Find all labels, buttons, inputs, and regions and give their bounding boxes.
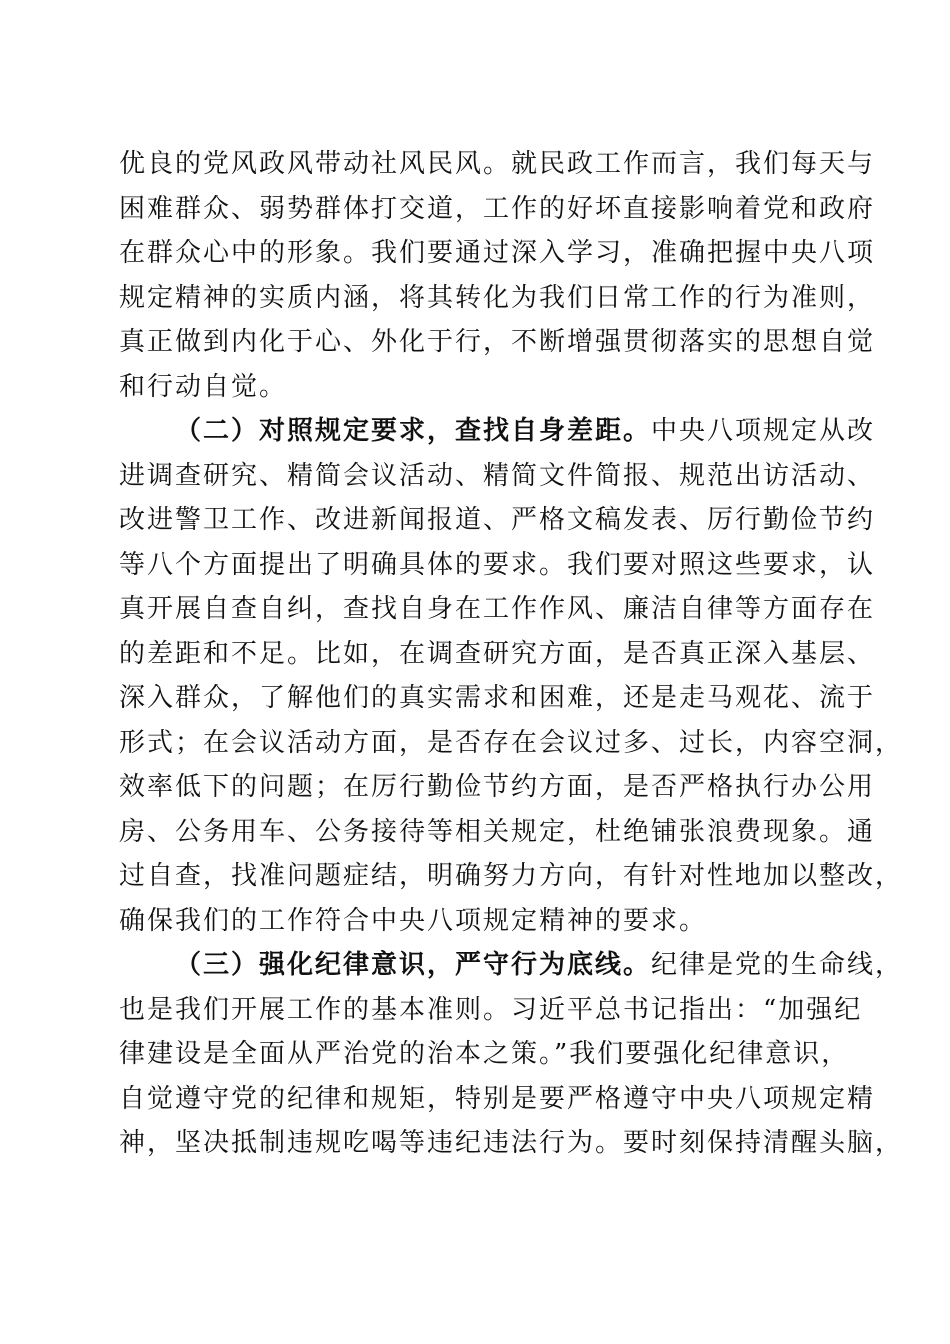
body-line: 效率低下的问题；在厉行勤俭节约方面，是否严格执行办公用 [119,772,876,802]
body-line: 优良的党风政风带动社风民风。就民政工作而言，我们每天与 [119,149,876,179]
body-line: 困难群众、弱势群体打交道，工作的好坏直接影响着党和政府 [119,193,876,224]
body-line: 和行动自觉。 [119,371,288,402]
paragraph-first-line [119,943,904,988]
section-heading: （三）强化纪律意识，严守行为底线。 [175,950,652,980]
body-line: 自觉遵守党的纪律和规矩，特别是要严格遵守中央八项规定精 [119,1083,876,1114]
body-line: 真正做到内化于心、外化于行，不断增强贯彻落实的思想自觉 [119,327,876,357]
body-line: 真开展自查自纠，查找自身在工作作风、廉洁自律等方面存在 [119,594,876,624]
paragraph-first-line [119,409,876,454]
body-line: 确保我们的工作符合中央八项规定精神的要求。 [119,905,708,936]
document-body [119,142,904,1166]
body-line: 房、公务用车、公务接待等相关规定，杜绝铺张浪费现象。通 [119,816,876,847]
body-line: 神，坚决抵制违规吃喝等违纪违法行为。要时刻保持清醒头脑， [119,1128,904,1158]
body-line: 深入群众，了解他们的真实需求和困难，还是走马观花、流于 [119,683,876,713]
body-line: 过自查，找准问题症结，明确努力方向，有针对性地加以整改， [119,861,904,891]
body-line: 律建设是全面从严治党的治本之策。”我们要强化纪律意识， [119,1039,850,1069]
section-heading: （二）对照规定要求，查找自身差距。 [175,416,652,446]
body-line: 改进警卫工作、改进新闻报道、严格文稿发表、厉行勤俭节约 [119,505,876,535]
body-line: 的差距和不足。比如，在调查研究方面，是否真正深入基层、 [119,638,876,669]
body-text: 纪律是党的生命线， [651,950,904,980]
body-line: 等八个方面提出了明确具体的要求。我们要对照这些要求，认 [119,549,876,580]
body-line: 规定精神的实质内涵，将其转化为我们日常工作的行为准则， [119,282,876,313]
body-line: 进调查研究、精简会议活动、精简文件简报、规范出访活动、 [119,460,876,491]
body-text: 中央八项规定从改 [651,416,876,446]
body-line: 也是我们开展工作的基本准则。习近平总书记指出：“加强纪 [119,994,863,1025]
body-line: 形式；在会议活动方面，是否存在会议过多、过长，内容空洞， [119,727,904,758]
body-line: 在群众心中的形象。我们要通过深入学习，准确把握中央八项 [119,238,876,268]
